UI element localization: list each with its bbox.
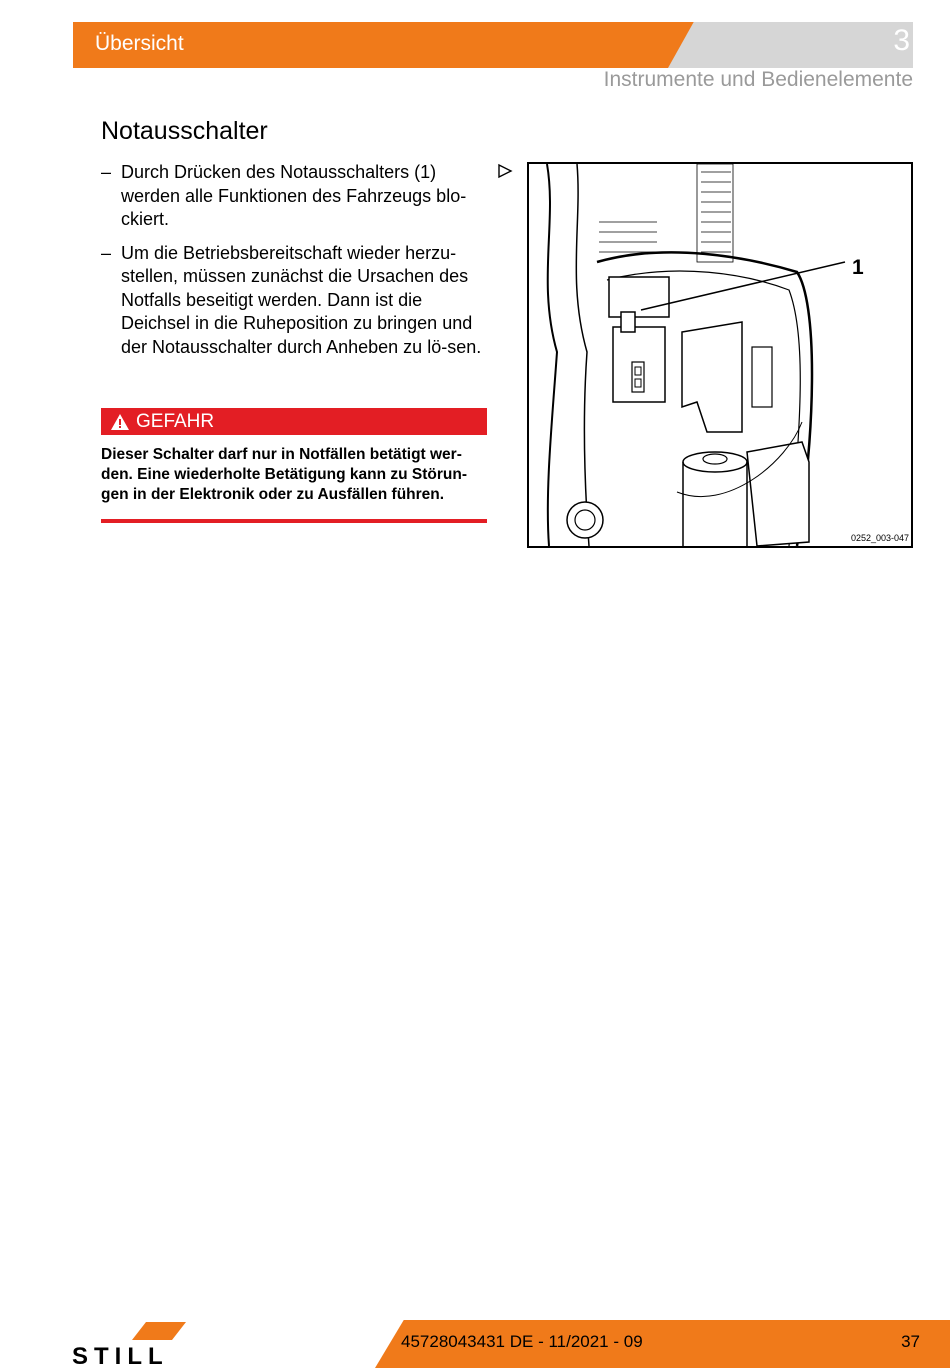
danger-label: GEFAHR (136, 410, 215, 432)
still-logo (72, 1320, 232, 1368)
header-section-title: Übersicht (95, 32, 184, 55)
step-text: Durch Drücken des Notausschalters (1) werden alle Funktionen des Fahrzeugs blo-ckiert. (121, 162, 467, 229)
emergency-switch-illustration (527, 162, 913, 548)
steps-list (101, 161, 491, 369)
danger-text: Dieser Schalter darf nur in Notfällen betätigt wer-den. Eine wiederholte Betätigung kann zu Störun-gen in der Elektronik oder zu Ausfällen führen. (101, 446, 467, 503)
figure-code: 0252_003-047 (851, 533, 910, 543)
svg-text:STILL: STILL (72, 1343, 169, 1368)
danger-banner (101, 408, 487, 435)
page-number: 37 (901, 1332, 920, 1351)
chapter-subtitle: Instrumente und Bedienelemente (603, 68, 913, 91)
page-title: Notausschalter (101, 117, 268, 145)
warning-triangle-icon (110, 413, 130, 431)
document-code: 45728043431 DE - 11/2021 - 09 (401, 1332, 643, 1351)
list-item (101, 242, 491, 360)
step-text: Um die Betriebsbereitschaft wieder herzu-stellen, müssen zunächst die Ursachen des Notfalls beseitigt werden. Dann ist die Deichsel in die Ruheposition zu bringen und der Notausschalter durch Anheben zu lö-sen. (121, 242, 482, 357)
danger-divider (101, 519, 487, 523)
figure-callout-label: 1 (852, 256, 864, 279)
dash-bullet: – (101, 242, 112, 263)
dash-bullet: – (101, 162, 112, 182)
header-grey-bar (668, 22, 913, 68)
triangle-pointer-icon (497, 163, 513, 179)
list-item (101, 161, 491, 232)
chapter-number: 3 (893, 24, 910, 57)
